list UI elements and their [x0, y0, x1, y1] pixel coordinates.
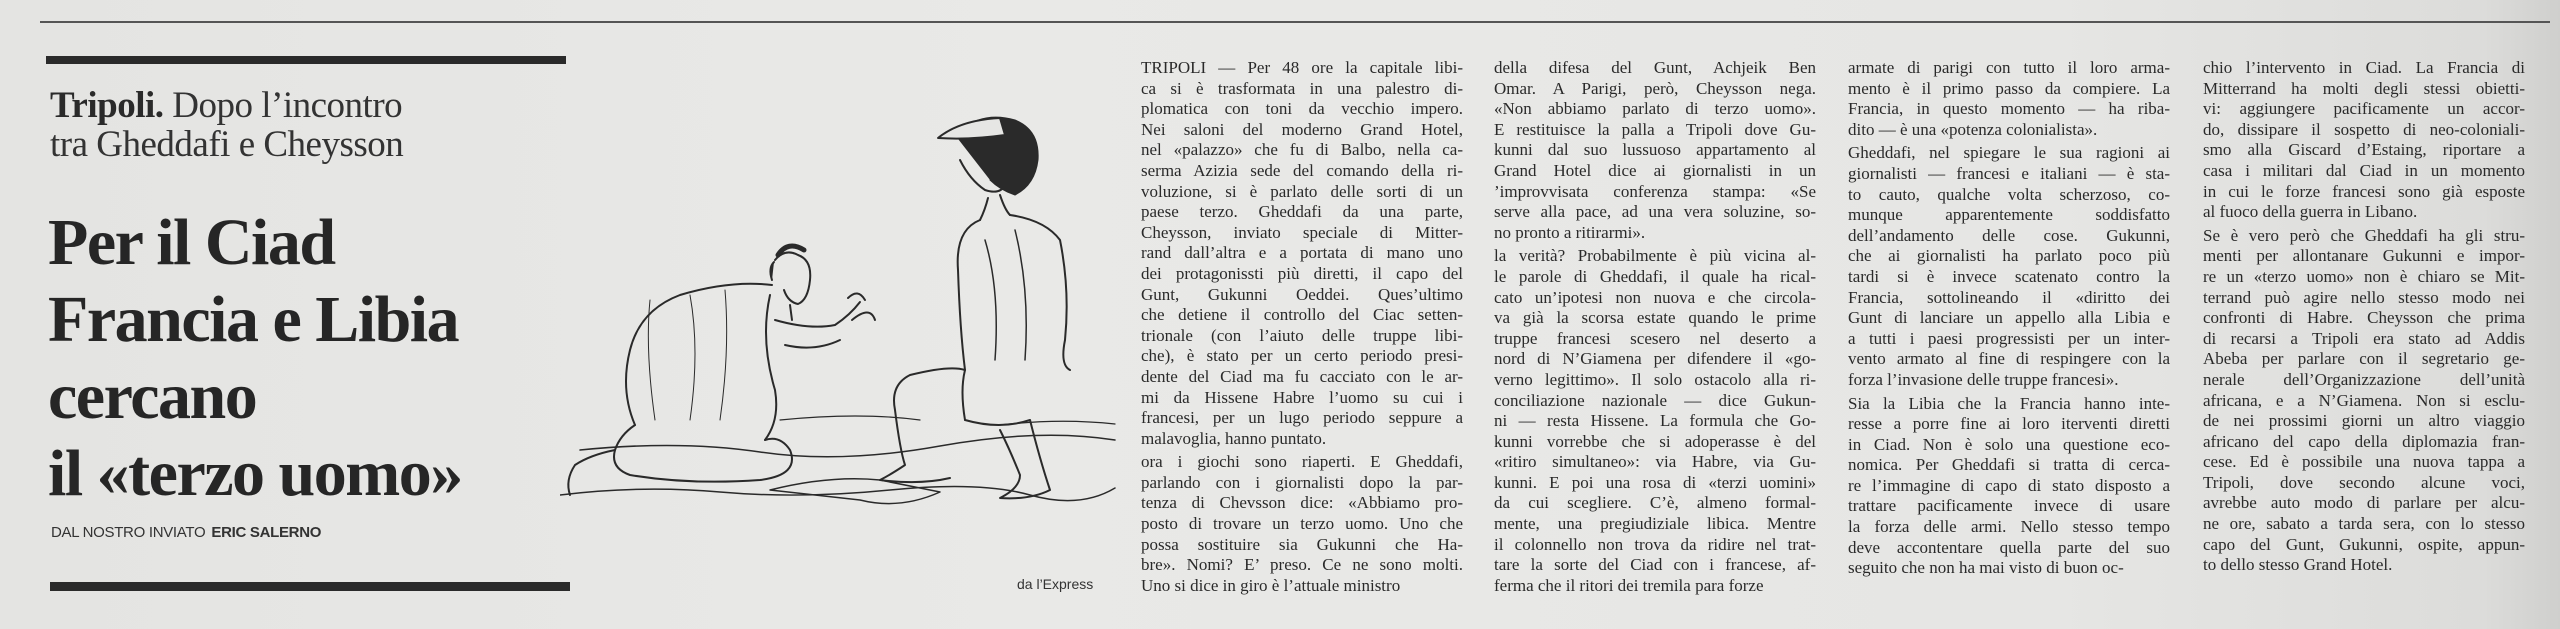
- top-page-rule: [40, 21, 2550, 23]
- text-line: Mitterrand ha molti degli stessi obietti-: [2203, 78, 2525, 98]
- text-line: Gunt, Gukunni Oeddei. Ques’ultimo: [1141, 284, 1463, 304]
- text-line: di recarsi a Tripoli era stato ad Addis: [2203, 328, 2525, 348]
- text-line: kunni dal suo lussuoso appartamento al: [1494, 140, 1816, 160]
- text-line: in cui le forze francesi sono già esposte: [2203, 181, 2525, 201]
- text-line: mente, una pregiudiziale libica. Mentre: [1494, 514, 1816, 534]
- cartoon-credit: da l’Express: [1017, 576, 1094, 592]
- text-line: forza l’invasione delle truppe francesi».: [1848, 369, 2119, 389]
- text-line: nord di N’Giamena per difendere il «go-: [1494, 349, 1816, 369]
- byline: [51, 524, 321, 541]
- headline-line: Francia e Libia: [48, 283, 459, 356]
- text-line: giornalisti — francesi e italiani — è sta-: [1848, 163, 2170, 183]
- headline-line: il «terzo uomo»: [48, 437, 462, 510]
- text-line: Omar. A Parigi, però, Cheysson nega.: [1494, 78, 1816, 98]
- text-line: malavoglia, hanno puntato.: [1141, 428, 1327, 448]
- text-line: ora i giochi sono riaperti. E Gheddafi,: [1141, 452, 1463, 472]
- text-line: conciliazione nazionale — dice Gukun-: [1494, 390, 1816, 410]
- headline-bottom-rule: [50, 582, 570, 591]
- text-line: possa sostituire sia Gukunni che Ha-: [1141, 534, 1463, 554]
- text-line: parlando con i giornalisti dopo la par-: [1141, 472, 1463, 492]
- text-line: le parole di Gheddafi, il quale ha rical-: [1494, 266, 1816, 286]
- text-line: dei protagonissti più diretti, il capo del: [1141, 263, 1463, 283]
- text-line: menti per allontanare Gukunni e impor-: [2203, 246, 2525, 266]
- text-line: Grand Hotel dice ai giornalisti in un: [1494, 160, 1816, 180]
- text-line: seguito che non ha mai visto di buon oc-: [1848, 558, 2124, 578]
- standing-figure: [770, 117, 1070, 503]
- text-line: ni — resta Hissene. La formula che Go-: [1494, 411, 1816, 431]
- text-line: TRIPOLI — Per 48 ore la capitale libi-: [1141, 58, 1463, 77]
- text-line: no pronto a ritirarmi».: [1494, 222, 1646, 242]
- text-line: dito — è una «potenza colonialista».: [1848, 119, 2098, 139]
- text-line: francesi, per un lugo periodo seppure a: [1141, 408, 1463, 428]
- text-line: da cui scegliere. C’è, almeno formal-: [1494, 493, 1816, 513]
- text-line: che detiene il controllo del Ciac setten-: [1141, 305, 1463, 325]
- text-line: Sia la Libia che la Francia hanno inte-: [1848, 393, 2170, 413]
- text-line: posto di trovare un terzo uomo. Uno che: [1141, 514, 1463, 534]
- text-line: armate di parigi con tutto il loro arma-: [1848, 58, 2170, 77]
- text-line: bre». Nomi? E’ preso. Ce ne sono molti.: [1141, 555, 1463, 575]
- article-column-4: [2203, 58, 2525, 579]
- article-column-3: [1848, 58, 2170, 582]
- text-line: ca si è trasformata in una palestro di-: [1141, 78, 1463, 98]
- text-line: trattare pacificamente invece di usare: [1848, 496, 2170, 516]
- text-line: Tripoli, dove secondo alcune voci,: [2203, 472, 2525, 492]
- article-paragraph: [1848, 394, 2170, 579]
- text-line: kunni vorrebbe che si adoperasse è del: [1494, 431, 1816, 451]
- article-paragraph: [1141, 58, 1463, 449]
- article-paragraph: [1141, 452, 1463, 596]
- text-line: mi da Hissene Habre l’uomo su cui i: [1141, 387, 1463, 407]
- text-line: serma Azizia sede del comando della ri-: [1141, 160, 1463, 180]
- byline-author: ERIC SALERNO: [211, 524, 322, 541]
- text-line: Gheddafi, nel spiegare le sua ragioni ai: [1848, 143, 2170, 163]
- text-line: Francia, in questo momento — ha riba-: [1848, 99, 2170, 119]
- kicker: [50, 86, 403, 164]
- text-line: nomica. Per Gheddafi si tratta di cerca-: [1848, 455, 2170, 475]
- text-line: a tutti i paesi progressisti per un inter-: [1848, 328, 2170, 348]
- text-line: Cheysson, inviato speciale di Mitter-: [1141, 222, 1463, 242]
- article-paragraph: [1494, 246, 1816, 596]
- byline-prefix: DAL NOSTRO INVIATO: [51, 524, 206, 541]
- headline: [48, 204, 462, 512]
- text-line: che), è stato per un certo periodo presi-: [1141, 346, 1463, 366]
- cartoon-illustration: [560, 90, 1120, 570]
- article-paragraph: [2203, 226, 2525, 576]
- article-paragraph: [1848, 58, 2170, 140]
- text-line: kunni. E poi una rosa di «terzi uomini»: [1494, 472, 1816, 492]
- text-line: smo alla Giscard d’Estaing, riportare a: [2203, 140, 2525, 160]
- text-line: in Ciad. Non è solo una questione eco-: [1848, 434, 2170, 454]
- article-paragraph: [2203, 58, 2525, 223]
- kneeling-figure: [568, 246, 875, 495]
- text-line: ’improvvisata conferenza stampa: «Se: [1494, 181, 1816, 201]
- text-line: il colonnello non trova da ridire nel trat-: [1494, 534, 1816, 554]
- text-line: resse a porre fine ai loro iterventi diretti: [1848, 414, 2170, 434]
- text-line: confronti di Habre. Cheysson che prima: [2203, 308, 2525, 328]
- text-line: deve accontentare quella parte del suo: [1848, 537, 2170, 557]
- text-line: Uno si dice in giro è l’attuale ministro: [1141, 575, 1401, 595]
- kicker-line-2: tra Gheddafi e Cheysson: [50, 124, 404, 165]
- text-line: re l’immagine di capo di stato disposto a: [1848, 475, 2170, 495]
- text-line: avrebbe auto modo di parlare per alcu-: [2203, 493, 2525, 513]
- text-line: la verità? Probabilmente è più vicina al-: [1494, 246, 1816, 266]
- text-line: do, dissipare il sospetto di neo-coloniali-: [2203, 119, 2525, 139]
- text-line: serve alla pace, ad una vera soluzine, so-: [1494, 202, 1816, 222]
- text-line: plomatica con toni da vecchio impero.: [1141, 99, 1463, 119]
- text-line: cato un’ipotesi non nuova e che circola-: [1494, 287, 1816, 307]
- article-column-2: [1494, 58, 1816, 599]
- text-line: chio l’intervento in Ciad. La Francia di: [2203, 58, 2525, 77]
- text-line: terrand può agire nello stesso modo nei: [2203, 287, 2525, 307]
- text-line: cese. Ed è possibile una nuova tappa a: [2203, 452, 2525, 472]
- text-line: voluzione, si è parlato delle sorti di un: [1141, 181, 1463, 201]
- text-line: to cauto, qualche volta scherzoso, co-: [1848, 184, 2170, 204]
- text-line: vento armato al fine di respingere con la: [1848, 349, 2170, 369]
- article-paragraph: [1494, 58, 1816, 243]
- text-line: truppe francesi scesero nel deserto a: [1494, 328, 1816, 348]
- text-line: Nei saloni del moderno Grand Hotel,: [1141, 119, 1463, 139]
- text-line: vi: aggiungere pacificamente un accor-: [2203, 99, 2525, 119]
- text-line: tare la sorte del Ciad con i francese, af-: [1494, 555, 1816, 575]
- text-line: va già la scorsa estate quando le prime: [1494, 308, 1816, 328]
- text-line: re un «terzo uomo» non è chiaro se Mit-: [2203, 266, 2525, 286]
- text-line: ne ore, sabato a tarda sera, con lo stesso: [2203, 514, 2525, 534]
- headline-line: Per il Ciad: [48, 206, 335, 279]
- text-line: Francia, sottolineando il «diritto dei: [1848, 287, 2170, 307]
- text-line: munque apparentemente soddisfatto: [1848, 205, 2170, 225]
- text-line: «Non abbiamo parlato di terzo uomo».: [1494, 99, 1816, 119]
- text-line: verno legittimo». Il solo ostacolo alla ri-: [1494, 369, 1816, 389]
- text-line: capo del Gunt, Gukunni, ospite, appun-: [2203, 534, 2525, 554]
- text-line: trionale (con l’aiuto delle truppe libi-: [1141, 325, 1463, 345]
- text-line: «ritiro simultaneo»: via Habre, via Gu-: [1494, 452, 1816, 472]
- text-line: rand dall’altra e a portata di mano uno: [1141, 243, 1463, 263]
- text-line: che ai giornalisti ha parlato poco più: [1848, 246, 2170, 266]
- text-line: nel «palazzo» che fu di Balbo, nella ca-: [1141, 140, 1463, 160]
- text-line: to dello stesso Grand Hotel.: [2203, 555, 2393, 575]
- text-line: Abeba per parlare con il segretario ge-: [2203, 349, 2525, 369]
- text-line: Gunt di lanciare un appello alla Libia e: [1848, 308, 2170, 328]
- text-line: dente del Ciad ma fu cacciato con le ar-: [1141, 366, 1463, 386]
- text-line: Se è vero però che Gheddafi ha gli stru-: [2203, 225, 2525, 245]
- text-line: africana, e a N’Giamena. Non si esclu-: [2203, 390, 2525, 410]
- text-line: paese terzo. Gheddafi da una parte,: [1141, 202, 1463, 222]
- text-line: tardi si è invece scatenato contro la: [1848, 266, 2170, 286]
- text-line: mento è il primo passo da compiere. La: [1848, 78, 2170, 98]
- text-line: E restituisce la palla a Tripoli dove Gu-: [1494, 119, 1816, 139]
- text-line: al fuoco della guerra in Libano.: [2203, 202, 2418, 222]
- text-line: casa i militari dal Ciad in un momento: [2203, 160, 2525, 180]
- text-line: dell’andamento delle cose. Gukunni,: [1848, 225, 2170, 245]
- text-line: la forza delle armi. Nello stesso tempo: [1848, 517, 2170, 537]
- text-line: africano del capo della diplomazia fran-: [2203, 431, 2525, 451]
- article-paragraph: [1848, 143, 2170, 390]
- headline-top-rule: [46, 56, 566, 64]
- kicker-location: Tripoli.: [50, 85, 164, 126]
- article-column-1: [1141, 58, 1463, 599]
- text-line: ferma che il ritori dei tremila para forze: [1494, 575, 1764, 595]
- text-line: tenza di Chevsson dice: «Abbiamo pro-: [1141, 493, 1463, 513]
- kicker-text: Dopo l’incontro: [172, 85, 403, 126]
- text-line: de nei prossimi giorni un altro viaggio: [2203, 411, 2525, 431]
- text-line: della difesa del Gunt, Achjeik Ben: [1494, 58, 1816, 77]
- text-line: nerale dell’Organizzazione dell’unità: [2203, 369, 2525, 389]
- headline-line: cercano: [48, 360, 257, 433]
